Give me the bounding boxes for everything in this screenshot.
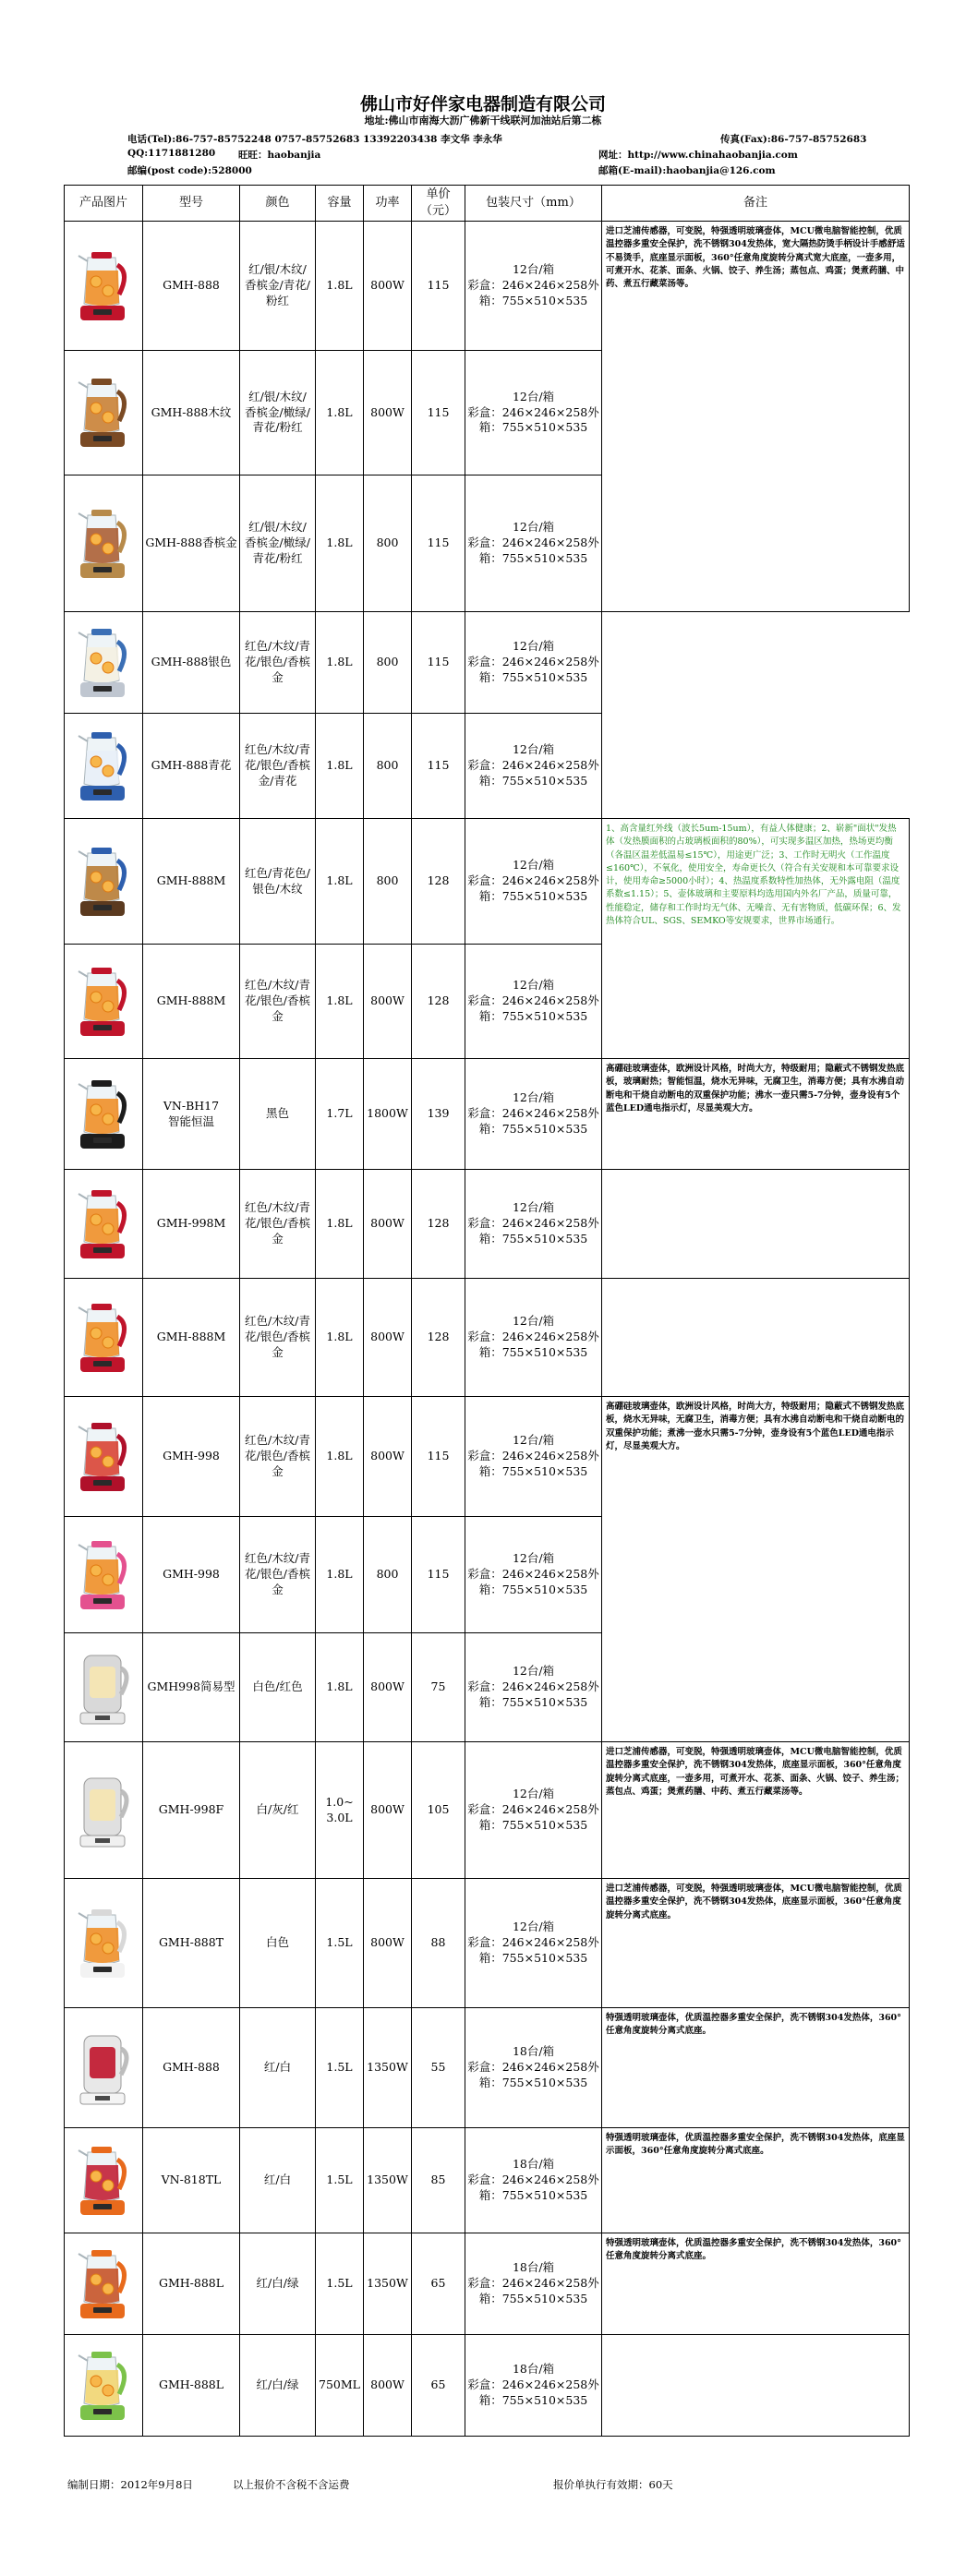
- package-line: 彩盒：246×246×258外: [467, 404, 599, 419]
- package-cell: [465, 1517, 602, 1633]
- header-image: 产品图片: [65, 186, 143, 222]
- price-cell: 128: [412, 819, 465, 945]
- package-line: 12台/箱: [512, 742, 555, 757]
- header-remarks: 备注: [602, 186, 910, 222]
- price-cell: 115: [412, 475, 465, 612]
- remarks-text: 进口芝浦传感器，可变脱，特强透明玻璃壶体，MCU微电脑智能控制，优质温控器多重安全保护，洗不锈钢304发热体，宽大隔热防烫手柄设计手感舒适不易烫手，底座显示面板，360°任意角度旋转分离式宽大底座，一壶多用，可煮开水、花茶、面条、火锅、饺子、养生汤；蒸包点、鸡蛋；煲煮药膳、中药、煮五行藏菜汤等。: [606, 226, 905, 289]
- product-image-cell: [65, 945, 143, 1059]
- package-line: 彩盒：246×246×258外: [467, 2173, 599, 2187]
- package-line: 彩盒：246×246×258外: [467, 2276, 599, 2291]
- package-line: 彩盒：246×246×258外: [467, 1567, 599, 1582]
- color-cell: 白色/红色: [240, 1633, 316, 1742]
- capacity-cell: 1.8L: [316, 819, 364, 945]
- capacity-cell: 1.8L: [316, 222, 364, 351]
- table-row: [65, 2335, 910, 2437]
- package-line: 18台/箱: [512, 2362, 555, 2377]
- model-cell: GMH-888: [143, 222, 240, 351]
- product-image-cell: [65, 2233, 143, 2335]
- header-package: 包装尺寸（mm）: [465, 186, 602, 222]
- color-cell: 红/白: [240, 2128, 316, 2233]
- package-line: 彩盒：246×246×258外: [467, 2377, 599, 2392]
- model-cell: GMH-998F: [143, 1742, 240, 1879]
- package-line: 12台/箱: [512, 978, 555, 993]
- product-image-cell: [65, 1059, 143, 1170]
- power-cell: 800W: [364, 222, 412, 351]
- price-cell: 115: [412, 351, 465, 475]
- model-cell: GMH-888木纹: [143, 351, 240, 475]
- kettle-illustration: [71, 1534, 136, 1617]
- power-cell: 800: [364, 612, 412, 714]
- power-cell: 800W: [364, 1633, 412, 1742]
- model-cell: GMH-888T: [143, 1879, 240, 2008]
- table-row: [65, 2233, 910, 2335]
- model-cell: GMH-888M: [143, 819, 240, 945]
- postcode-line: 邮编(post code):528000: [127, 165, 252, 176]
- remarks-text: 特强透明玻璃壶体，优质温控器多重安全保护，洗不锈钢304发热体，底座显示面板，360°任意角度旋转分离式底座。: [606, 2133, 905, 2157]
- model-cell: GMH-888青花: [143, 714, 240, 819]
- header-color: 颜色: [240, 186, 316, 222]
- table-row: [65, 2008, 910, 2128]
- model-cell: GMH-888M: [143, 945, 240, 1059]
- package-line: 箱：755×510×535: [478, 1950, 588, 1965]
- company-name: 佛山市好伴家电器制造有限公司: [359, 94, 606, 114]
- product-image-cell: [65, 1170, 143, 1279]
- capacity-cell: 1.8L: [316, 351, 364, 475]
- package-line: 18台/箱: [512, 2157, 555, 2172]
- color-cell: 白色: [240, 1879, 316, 2008]
- package-line: 彩盒：246×246×258外: [467, 1216, 599, 1231]
- capacity-cell: 750ML: [316, 2335, 364, 2437]
- power-cell: 1350W: [364, 2233, 412, 2335]
- package-line: 箱：755×510×535: [478, 2291, 588, 2305]
- color-cell: 红色/木纹/青花/银色/香槟金: [240, 1279, 316, 1397]
- kettle-illustration: [71, 1646, 136, 1729]
- product-image-cell: [65, 1633, 143, 1742]
- table-row: [65, 2128, 910, 2233]
- kettle-illustration: [71, 2243, 136, 2326]
- website-line: 网址：http://www.chinahaobanjia.com: [598, 150, 798, 161]
- remarks-text: 进口芝浦传感器，可变脱，特强透明玻璃壶体，MCU微电脑智能控制，优质温控器多重安全保护，洗不锈钢304发热体，底座显示面板，360°任意角度旋转分离式底座，一壶多用，可煮开水、花茶、面条、火锅、饺子、养生汤；蒸包点、鸡蛋；煲煮药膳、中药、煮五行藏菜汤等。: [606, 1747, 905, 1797]
- product-image-cell: [65, 2008, 143, 2128]
- package-line: 彩盒：246×246×258外: [467, 1330, 599, 1344]
- product-image-cell: [65, 222, 143, 351]
- package-line: 彩盒：246×246×258外: [467, 1106, 599, 1121]
- package-cell: [465, 612, 602, 714]
- package-cell: [465, 1059, 602, 1170]
- header-model: 型号: [143, 186, 240, 222]
- telephone-line: 电话(Tel):86-757-85752248 0757-85752683 13392203438 李文华 李永华: [127, 134, 502, 145]
- package-cell: [465, 1170, 602, 1279]
- power-cell: 800W: [364, 1170, 412, 1279]
- package-cell: [465, 351, 602, 475]
- table-row: [65, 819, 910, 945]
- package-line: 箱：755×510×535: [478, 1817, 588, 1832]
- kettle-illustration: [71, 1073, 136, 1156]
- power-cell: 1800W: [364, 1059, 412, 1170]
- color-cell: 红色/木纹/青花/银色/香槟金: [240, 1397, 316, 1517]
- remarks-cell: [602, 2128, 910, 2233]
- package-line: 12台/箱: [512, 1433, 555, 1448]
- color-cell: 红色/青花色/银色/木纹: [240, 819, 316, 945]
- remarks-text: 特强透明玻璃壶体，优质温控器多重安全保护，洗不锈钢304发热体，360°任意角度旋转分离式底座。: [606, 2013, 901, 2037]
- package-line: 12台/箱: [512, 1920, 555, 1934]
- kettle-illustration: [71, 1183, 136, 1266]
- product-image-cell: [65, 612, 143, 714]
- package-line: 12台/箱: [512, 639, 555, 654]
- remarks-text: 高硼硅玻璃壶体，欧洲设计风格，时尚大方，特级耐用；隐蔽式不锈钢发热底板，烧水无异味，无腐卫生，消毒方便；具有水沸自动断电和干烧自动断电的双重保护功能；煮沸一壶水只需5-7分钟，壶身设有5个蓝色LED通电指示灯，尽显美观大方。: [606, 1402, 905, 1451]
- color-cell: 红色/木纹/青花/银色/香槟金: [240, 1170, 316, 1279]
- price-cell: 75: [412, 1633, 465, 1742]
- kettle-illustration: [71, 1296, 136, 1379]
- remarks-text: 高硼硅玻璃壶体，欧洲设计风格，时尚大方，特级耐用；隐蔽式不锈钢发热底板，玻璃耐热；智能恒温，烧水无异味，无腐卫生，消毒方便；具有水沸自动断电和干烧自动断电的双重保护功能；沸水一壶只需5-7分钟，壶身设有5个蓝色LED通电指示灯，尽显美观大方。: [606, 1064, 905, 1113]
- package-line: 12台/箱: [512, 1551, 555, 1566]
- package-line: 彩盒：246×246×258外: [467, 758, 599, 773]
- remarks-text: 进口芝浦传感器，可变脱，特强透明玻璃壶体，MCU微电脑智能控制，优质温控器多重安全保护，洗不锈钢304发热体，底座显示面板，360°任意角度旋转分离式底座。: [606, 1884, 902, 1920]
- package-cell: [465, 1742, 602, 1879]
- kettle-illustration: [71, 725, 136, 808]
- package-cell: [465, 714, 602, 819]
- price-cell: 128: [412, 1279, 465, 1397]
- package-line: 箱：755×510×535: [478, 293, 588, 307]
- remarks-cell: [602, 1397, 910, 1742]
- package-cell: [465, 819, 602, 945]
- company-address: 地址:佛山市南海大沥广佛新干线联河加油站后第二栋: [364, 114, 602, 126]
- email-line: 邮箱(E-mail):haobanjia@126.com: [598, 165, 776, 176]
- table-row: [65, 1879, 910, 2008]
- product-image-cell: [65, 819, 143, 945]
- package-cell: [465, 1397, 602, 1517]
- capacity-cell: 1.5L: [316, 2128, 364, 2233]
- product-image-cell: [65, 1279, 143, 1397]
- capacity-cell: 1.0~ 3.0L: [316, 1742, 364, 1879]
- package-line: 彩盒：246×246×258外: [467, 1679, 599, 1694]
- package-line: 箱：755×510×535: [478, 669, 588, 684]
- model-cell: GMH-888L: [143, 2335, 240, 2437]
- capacity-cell: 1.8L: [316, 475, 364, 612]
- package-line: 彩盒：246×246×258外: [467, 1802, 599, 1817]
- model-cell: GMH-888L: [143, 2233, 240, 2335]
- price-cell: 115: [412, 612, 465, 714]
- power-cell: 1350W: [364, 2008, 412, 2128]
- package-line: 12台/箱: [512, 1664, 555, 1679]
- package-line: 箱：755×510×535: [478, 773, 588, 788]
- product-image-cell: [65, 1742, 143, 1879]
- package-cell: [465, 1633, 602, 1742]
- kettle-illustration: [71, 245, 136, 328]
- package-line: 箱：755×510×535: [478, 2075, 588, 2089]
- remarks-cell: [602, 2233, 910, 2335]
- fax-line: 传真(Fax):86-757-85752683: [720, 134, 867, 145]
- capacity-cell: 1.8L: [316, 945, 364, 1059]
- package-cell: [465, 475, 602, 612]
- capacity-cell: 1.8L: [316, 714, 364, 819]
- package-line: 箱：755×510×535: [478, 1231, 588, 1246]
- remarks-cell-empty: [602, 1170, 910, 1279]
- package-line: 18台/箱: [512, 2260, 555, 2275]
- package-line: 12台/箱: [512, 389, 555, 403]
- model-cell: GMH-888M: [143, 1279, 240, 1397]
- package-line: 彩盒：246×246×258外: [467, 1449, 599, 1463]
- kettle-illustration: [71, 1769, 136, 1852]
- product-image-cell: [65, 1517, 143, 1633]
- package-line: 彩盒：246×246×258外: [467, 1935, 599, 1950]
- color-cell: 红/白/绿: [240, 2335, 316, 2437]
- package-line: 箱：755×510×535: [478, 550, 588, 565]
- color-cell: 红/白/绿: [240, 2233, 316, 2335]
- remarks-cell: [602, 1742, 910, 1879]
- package-line: 12台/箱: [512, 520, 555, 535]
- capacity-cell: 1.8L: [316, 1279, 364, 1397]
- price-cell: 115: [412, 1517, 465, 1633]
- package-line: 箱：755×510×535: [478, 1344, 588, 1359]
- package-line: 12台/箱: [512, 858, 555, 873]
- table-row: [65, 1279, 910, 1397]
- capacity-cell: 1.8L: [316, 1397, 364, 1517]
- package-line: 箱：755×510×535: [478, 2392, 588, 2407]
- remarks-cell: [602, 2008, 910, 2128]
- table-row: [65, 714, 910, 819]
- package-cell: [465, 222, 602, 351]
- validity-note: 报价单执行有效期：60天: [553, 2478, 673, 2491]
- wangwang-line: 旺旺：haobanjia: [238, 150, 321, 161]
- package-cell: [465, 2233, 602, 2335]
- package-line: 箱：755×510×535: [478, 1121, 588, 1136]
- qq-line: QQ:1171881280: [127, 148, 216, 159]
- model-cell: GMH-998: [143, 1397, 240, 1517]
- table-row: [65, 612, 910, 714]
- power-cell: 800: [364, 714, 412, 819]
- color-cell: 白/灰/红: [240, 1742, 316, 1879]
- power-cell: 1350W: [364, 2128, 412, 2233]
- compile-date: 编制日期：2012年9月8日: [67, 2478, 193, 2491]
- remarks-cell-empty: [602, 2335, 910, 2437]
- price-cell: 139: [412, 1059, 465, 1170]
- package-cell: [465, 1279, 602, 1397]
- package-line: 彩盒：246×246×258外: [467, 655, 599, 669]
- model-cell: GMH998简易型: [143, 1633, 240, 1742]
- package-line: 箱：755×510×535: [478, 888, 588, 903]
- color-cell: 红/银/木纹/香槟金/橄绿/青花/粉红: [240, 475, 316, 612]
- price-cell: 128: [412, 945, 465, 1059]
- capacity-cell: 1.8L: [316, 1633, 364, 1742]
- price-cell: 88: [412, 1879, 465, 2008]
- color-cell: 红/白: [240, 2008, 316, 2128]
- color-cell: 红色/木纹/青花/银色/香槟金: [240, 612, 316, 714]
- tax-note: 以上报价不含税不含运费: [233, 2478, 350, 2491]
- table-row: [65, 1742, 910, 1879]
- package-line: 12台/箱: [512, 1314, 555, 1329]
- capacity-cell: 1.5L: [316, 2008, 364, 2128]
- price-cell: 65: [412, 2233, 465, 2335]
- price-cell: 115: [412, 222, 465, 351]
- remarks-cell-empty: [602, 1279, 910, 1397]
- product-image-cell: [65, 1397, 143, 1517]
- model-cell: VN-BH17 智能恒温: [143, 1059, 240, 1170]
- power-cell: 800: [364, 475, 412, 612]
- header-capacity: 容量: [316, 186, 364, 222]
- color-cell: 红色/木纹/青花/银色/香槟金: [240, 1517, 316, 1633]
- price-list-table: [64, 185, 910, 2437]
- kettle-illustration: [71, 371, 136, 454]
- capacity-cell: 1.8L: [316, 1517, 364, 1633]
- power-cell: 800W: [364, 1279, 412, 1397]
- color-cell: 黑色: [240, 1059, 316, 1170]
- capacity-cell: 1.8L: [316, 1170, 364, 1279]
- model-cell: GMH-998: [143, 1517, 240, 1633]
- package-line: 彩盒：246×246×258外: [467, 536, 599, 550]
- price-cell: 55: [412, 2008, 465, 2128]
- model-cell: GMH-888银色: [143, 612, 240, 714]
- power-cell: 800: [364, 1517, 412, 1633]
- kettle-illustration: [71, 2027, 136, 2110]
- remarks-cell: [602, 819, 910, 1059]
- product-image-cell: [65, 351, 143, 475]
- package-line: 彩盒：246×246×258外: [467, 873, 599, 888]
- power-cell: 800W: [364, 2335, 412, 2437]
- table-row: [65, 222, 910, 351]
- capacity-cell: 1.7L: [316, 1059, 364, 1170]
- header-power: 功率: [364, 186, 412, 222]
- model-cell: GMH-888香槟金: [143, 475, 240, 612]
- kettle-illustration: [71, 840, 136, 923]
- model-cell: GMH-888: [143, 2008, 240, 2128]
- price-cell: 115: [412, 714, 465, 819]
- package-line: 箱：755×510×535: [478, 1582, 588, 1596]
- package-line: 箱：755×510×535: [478, 1694, 588, 1709]
- remarks-text: 特强透明玻璃壶体，优质温控器多重安全保护，洗不锈钢304发热体，360°任意角度旋转分离式底座。: [606, 2238, 901, 2262]
- table-header-row: [65, 186, 910, 222]
- kettle-illustration: [71, 1415, 136, 1499]
- package-line: 12台/箱: [512, 262, 555, 277]
- package-line: 彩盒：246×246×258外: [467, 2060, 599, 2075]
- model-cell: VN-818TL: [143, 2128, 240, 2233]
- kettle-illustration: [71, 621, 136, 704]
- package-line: 12台/箱: [512, 1090, 555, 1105]
- package-cell: [465, 945, 602, 1059]
- power-cell: 800W: [364, 351, 412, 475]
- capacity-cell: 1.8L: [316, 612, 364, 714]
- header-price: 单价（元）: [412, 186, 465, 222]
- product-image-cell: [65, 2128, 143, 2233]
- kettle-illustration: [71, 502, 136, 585]
- table-row: [65, 1059, 910, 1170]
- package-cell: [465, 2335, 602, 2437]
- model-cell: GMH-998M: [143, 1170, 240, 1279]
- remarks-cell: [602, 1059, 910, 1170]
- package-line: 彩盒：246×246×258外: [467, 278, 599, 293]
- kettle-illustration: [71, 2344, 136, 2427]
- package-line: 彩盒：246×246×258外: [467, 993, 599, 1008]
- table-row: [65, 1170, 910, 1279]
- power-cell: 800W: [364, 1742, 412, 1879]
- product-image-cell: [65, 1879, 143, 2008]
- power-cell: 800W: [364, 1397, 412, 1517]
- kettle-illustration: [71, 1902, 136, 1985]
- kettle-illustration: [71, 2139, 136, 2222]
- package-line: 18台/箱: [512, 2044, 555, 2059]
- package-line: 箱：755×510×535: [478, 1463, 588, 1478]
- package-line: 箱：755×510×535: [478, 2187, 588, 2202]
- package-line: 12台/箱: [512, 1200, 555, 1215]
- product-image-cell: [65, 2335, 143, 2437]
- product-image-cell: [65, 714, 143, 819]
- price-cell: 65: [412, 2335, 465, 2437]
- price-cell: 115: [412, 1397, 465, 1517]
- remarks-cell: [602, 1879, 910, 2008]
- table-row: [65, 1397, 910, 1517]
- document-header: [0, 0, 966, 185]
- color-cell: 红色/木纹/青花/银色/香槟金: [240, 945, 316, 1059]
- package-line: 箱：755×510×535: [478, 420, 588, 435]
- remarks-cell: [602, 222, 910, 612]
- capacity-cell: 1.5L: [316, 2233, 364, 2335]
- color-cell: 红/银/木纹/香槟金/青花/粉红: [240, 222, 316, 351]
- power-cell: 800W: [364, 945, 412, 1059]
- package-line: 12台/箱: [512, 1787, 555, 1801]
- color-cell: 红/银/木纹/香槟金/橄绿/青花/粉红: [240, 351, 316, 475]
- package-line: 箱：755×510×535: [478, 1008, 588, 1023]
- color-cell: 红色/木纹/青花/银色/香槟金/青花: [240, 714, 316, 819]
- remarks-text: 1、高含量红外线（波长5um-15um），有益人体健康；2、崭新"面状"发热体（发热膜面积的占玻璃板面积的80%），可实现多温区加热，热场更均衡（各温区温差低温易≤15℃），用途更广泛；3、工作时无明火（工作温度≤160℃），不氧化，使用安全，寿命更长久（符合有关安规和本可靠要求设计，使用寿命≥5000小时）；4、热温度系数特性加热体，无外露电阻（温度系数≤1.15）；5、壶体玻璃和主要原料均选用国内外名厂产品，质量可靠，性能稳定，储存和工作时均无气体、无噪音、无有害物质，低碳环保；6、发热体符合UL、SGS、SEMKO等安规要求，世界市场通行。: [606, 824, 901, 926]
- product-image-cell: [65, 475, 143, 612]
- power-cell: 800W: [364, 1879, 412, 2008]
- package-cell: [465, 2008, 602, 2128]
- price-cell: 128: [412, 1170, 465, 1279]
- price-cell: 85: [412, 2128, 465, 2233]
- capacity-cell: 1.5L: [316, 1879, 364, 2008]
- kettle-illustration: [71, 960, 136, 1043]
- package-cell: [465, 1879, 602, 2008]
- package-cell: [465, 2128, 602, 2233]
- power-cell: 800: [364, 819, 412, 945]
- price-cell: 105: [412, 1742, 465, 1879]
